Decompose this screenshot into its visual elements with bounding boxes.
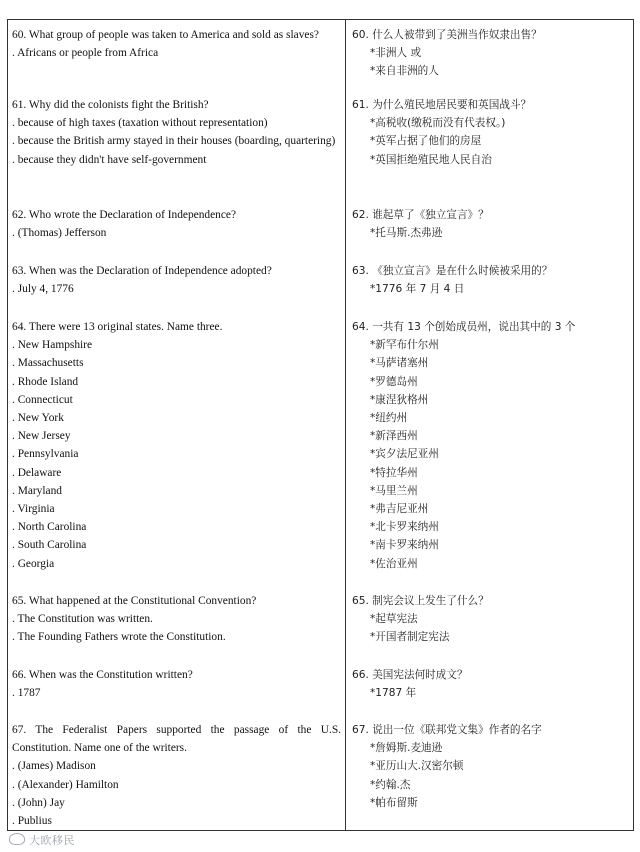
answer-item: . (Thomas) Jefferson	[12, 227, 107, 240]
answer-item: . Africans or people from Africa	[12, 47, 159, 60]
answer-item: . Georgia	[12, 557, 55, 570]
answer-item: *特拉华州	[370, 466, 418, 479]
question-block	[352, 318, 629, 573]
answer-item: . Massachusetts	[12, 357, 84, 370]
weibo-logo-icon	[9, 833, 25, 845]
question-text: 61. Why did the colonists fight the British?	[12, 99, 209, 111]
chinese-column	[346, 20, 633, 830]
answer-item: . because of high taxes (taxation without representation)	[12, 117, 268, 130]
question-text: 60. What group of people was taken to America and sold as slaves?	[12, 29, 319, 41]
answer-item: *英军占据了他们的房屋	[370, 135, 482, 148]
answer-item: *新罕布什尔州	[370, 339, 439, 352]
question-block	[352, 96, 629, 169]
question-text: 63. When was the Declaration of Independence adopted?	[12, 265, 272, 277]
answer-item: *帕布留斯	[370, 796, 418, 809]
answer-item: . Rhode Island	[12, 375, 79, 388]
question-block	[352, 666, 629, 702]
answer-item: *佐治亚州	[370, 557, 418, 570]
question-block	[12, 26, 341, 62]
answer-item: . because the British army stayed in their houses (boarding, quartering)	[12, 135, 336, 148]
answer-item: *非洲人 或	[370, 47, 422, 60]
answer-item: . Delaware	[12, 466, 62, 479]
answer-item: *马萨诸塞州	[370, 357, 429, 370]
answer-item: . 1787	[12, 687, 41, 700]
question-text: 60. 什么人被带到了美洲当作奴隶出售？	[352, 29, 542, 41]
question-block	[12, 262, 341, 298]
question-block	[12, 721, 341, 830]
answer-item: *康涅狄格州	[370, 393, 429, 406]
answer-item: *弗吉尼亚州	[370, 503, 429, 516]
answer-item: *亚历山大.汉密尔顿	[370, 760, 464, 773]
answer-item: . The Constitution was written.	[12, 613, 153, 626]
question-block	[12, 666, 341, 702]
answer-item: *詹姆斯.麦迪逊	[370, 742, 443, 755]
answer-item: . Connecticut	[12, 393, 73, 406]
answer-item: . Pennsylvania	[12, 448, 79, 461]
answer-item: . because they didn't have self-government	[12, 153, 207, 166]
answer-item: *1787 年	[370, 687, 417, 700]
question-text: 66. 美国宪法何时成文？	[352, 669, 468, 681]
question-text: 62. 谁起草了《独立宣言》？	[352, 209, 489, 221]
answer-item: *起草宪法	[370, 613, 418, 626]
answer-item: . Virginia	[12, 503, 55, 516]
question-text: 67. The Federalist Papers supported the passage of the U.S. Constitution. Name one of the writers.	[12, 724, 341, 755]
answer-item: *罗德岛州	[370, 375, 418, 388]
question-block	[352, 262, 629, 298]
answer-item: . New York	[12, 412, 64, 425]
answer-item: . (James) Madison	[12, 760, 96, 773]
english-column	[8, 20, 346, 830]
answer-item: *英国拒绝殖民地人民自治	[370, 153, 492, 166]
answer-item: . New Jersey	[12, 430, 71, 443]
answer-item: . South Carolina	[12, 539, 87, 552]
answer-item: *托马斯.杰弗逊	[370, 227, 443, 240]
question-text: 64. There were 13 original states. Name three.	[12, 321, 223, 333]
question-text: 64. 一共有 13 个创始成员州，说出其中的 3 个	[352, 321, 576, 333]
answer-item: . Maryland	[12, 484, 62, 497]
answer-item: . (John) Jay	[12, 796, 65, 809]
question-text: 62. Who wrote the Declaration of Independence?	[12, 209, 237, 221]
watermark-text: 大欧移民	[29, 834, 75, 847]
answer-item: . North Carolina	[12, 521, 87, 534]
answer-item: . Publius	[12, 815, 52, 828]
qa-table	[7, 19, 634, 831]
answer-item: . (Alexander) Hamilton	[12, 778, 119, 791]
question-block	[12, 96, 341, 169]
answer-item: *新泽西州	[370, 430, 418, 443]
question-block	[12, 318, 341, 573]
answer-item: *高税收(缴税而没有代表权。)	[370, 117, 506, 130]
question-text: 65. 制宪会议上发生了什么？	[352, 595, 489, 607]
answer-item: *北卡罗来纳州	[370, 521, 439, 534]
question-block	[12, 592, 341, 647]
answer-item: *南卡罗来纳州	[370, 539, 439, 552]
answer-item: . July 4, 1776	[12, 283, 74, 296]
answer-item: *开国者制定宪法	[370, 631, 450, 644]
question-text: 65. What happened at the Constitutional Convention?	[12, 595, 257, 607]
answer-item: *纽约州	[370, 412, 408, 425]
question-block	[12, 206, 341, 242]
answer-item: *宾夕法尼亚州	[370, 448, 439, 461]
watermark	[9, 832, 75, 848]
question-text: 66. When was the Constitution written?	[12, 669, 193, 681]
answer-item: . The Founding Fathers wrote the Constitution.	[12, 631, 226, 644]
question-block	[352, 592, 629, 647]
answer-item: *约翰.杰	[370, 778, 411, 791]
question-block	[352, 206, 629, 242]
question-text: 63. 《独立宣言》是在什么时候被采用的？	[352, 265, 553, 277]
answer-item: *1776 年 7 月 4 日	[370, 283, 465, 296]
question-text: 67. 说出一位《联邦党文集》作者的名字	[352, 724, 542, 736]
answer-item: *来自非洲的人	[370, 65, 439, 78]
question-block	[352, 721, 629, 812]
question-block	[352, 26, 629, 81]
answer-item: . New Hampshire	[12, 339, 93, 352]
question-text: 61. 为什么殖民地居民要和英国战斗？	[352, 99, 532, 111]
answer-item: *马里兰州	[370, 484, 418, 497]
